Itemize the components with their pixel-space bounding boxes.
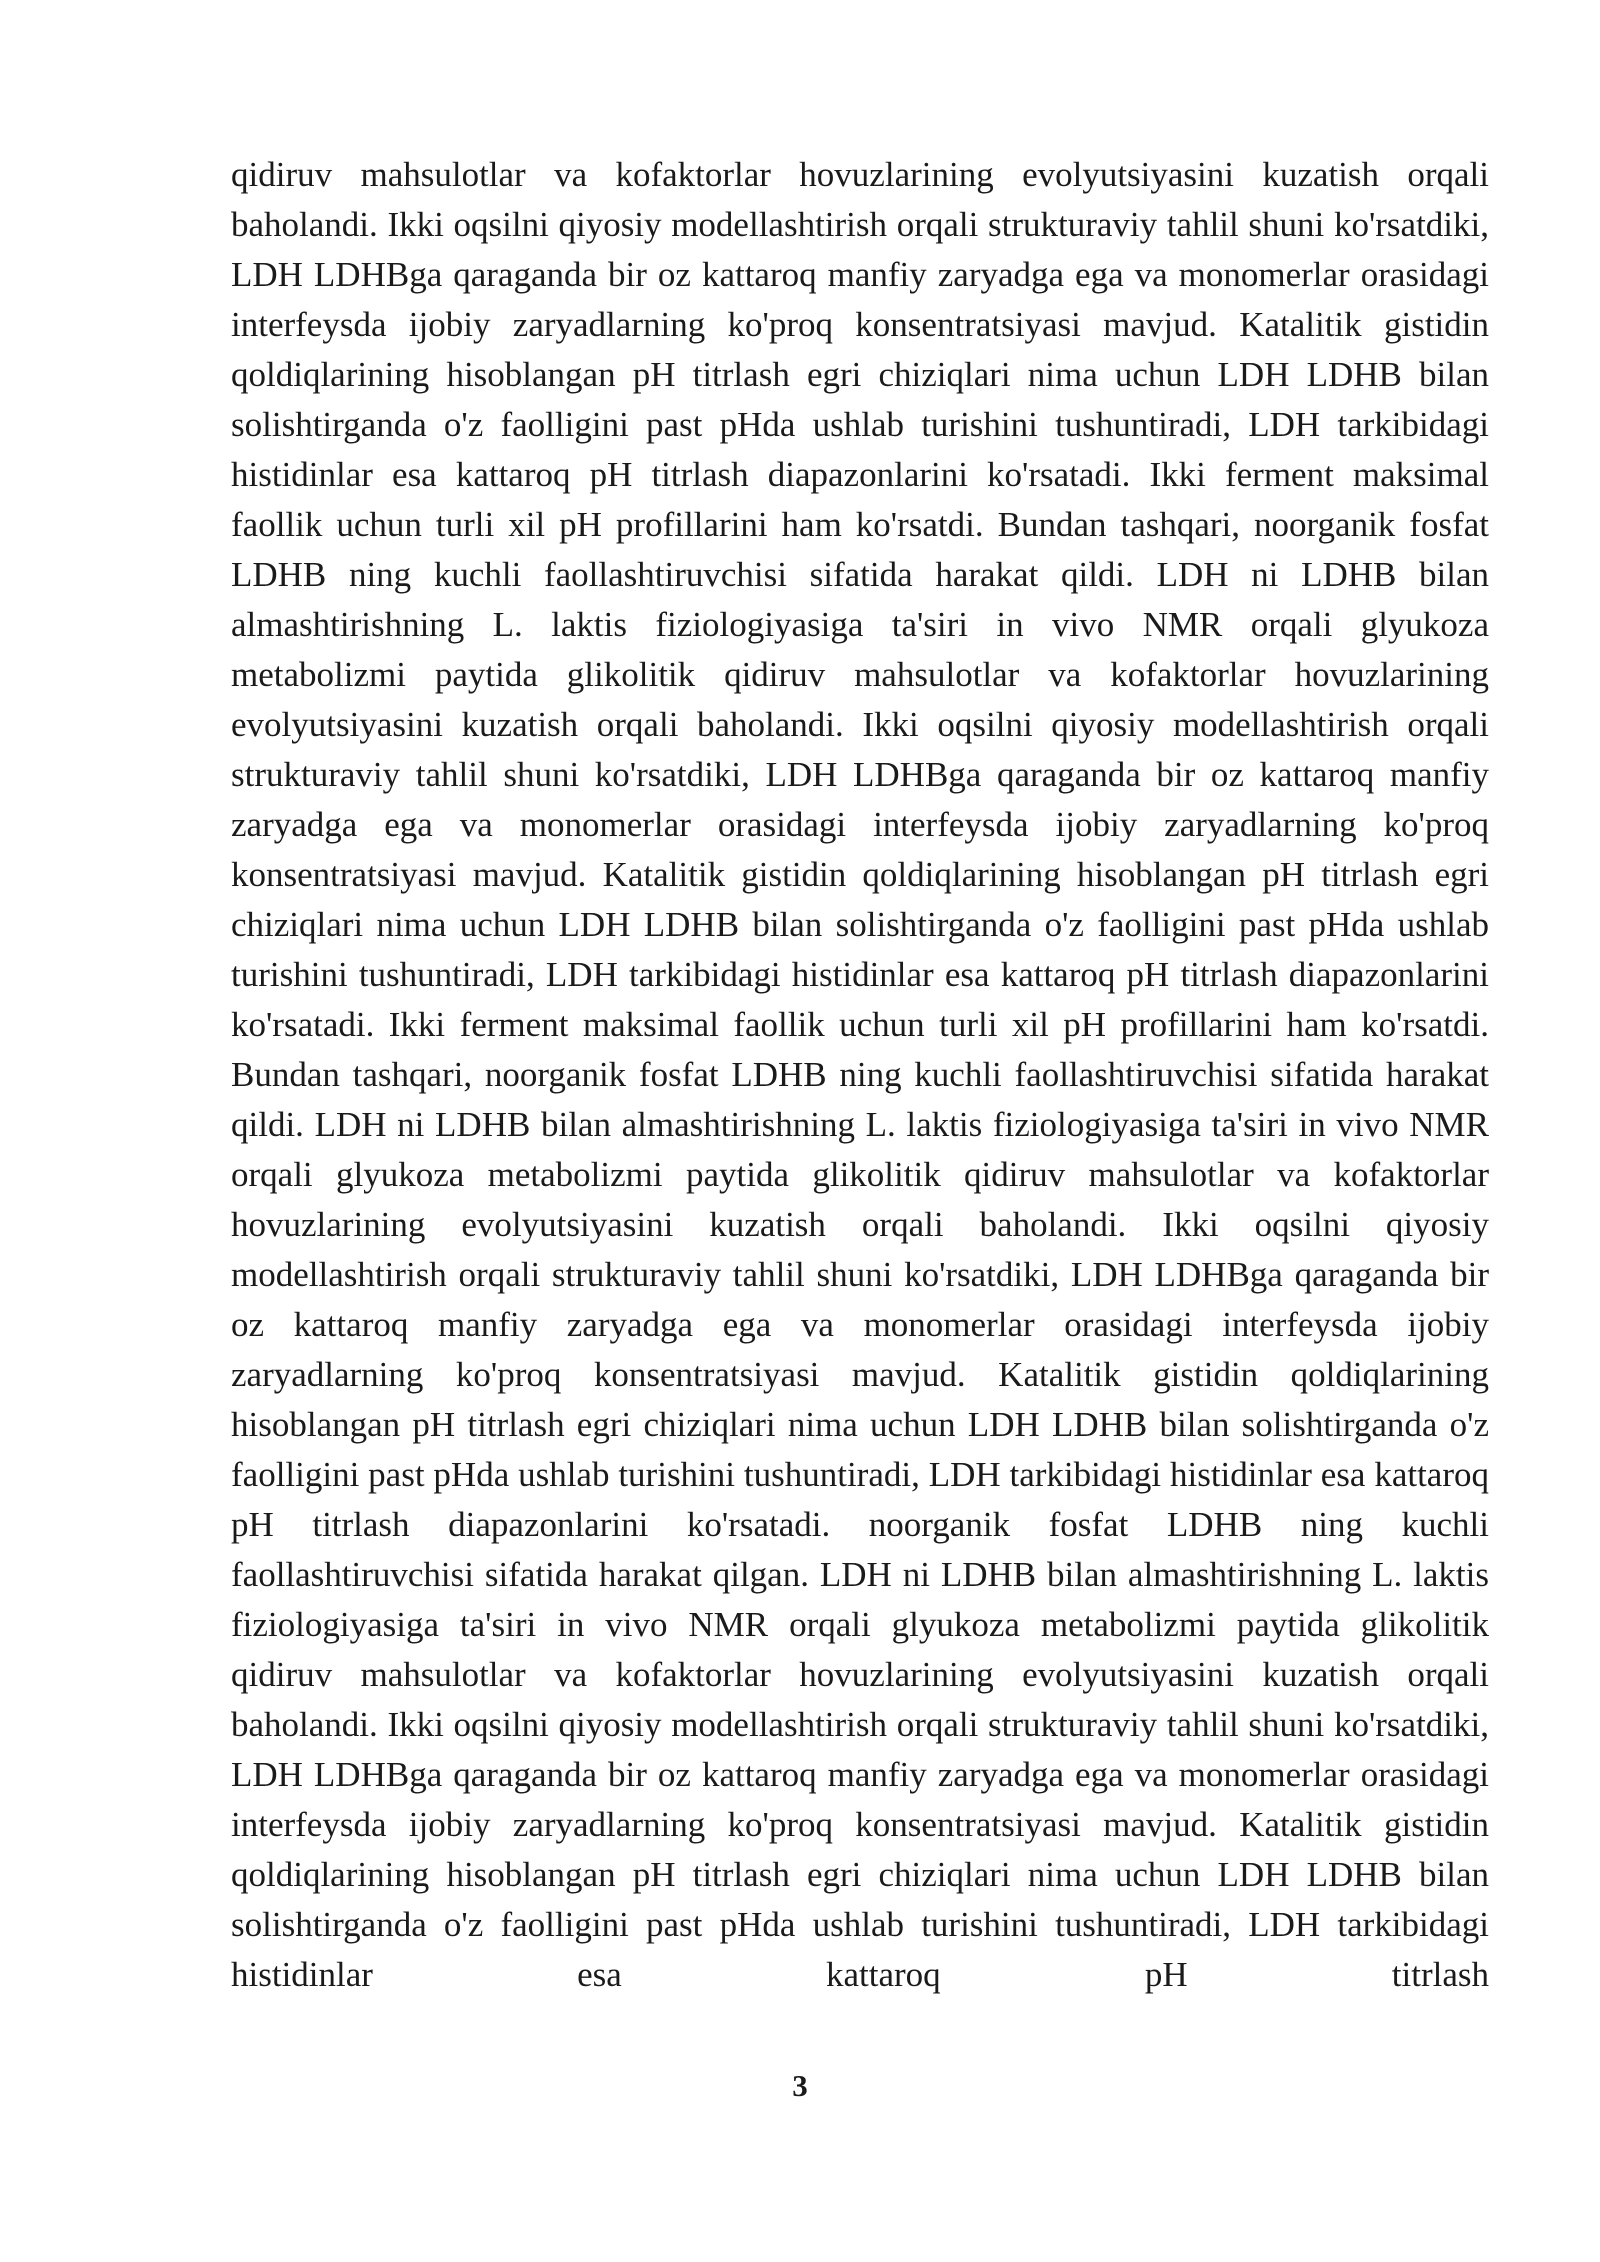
body-paragraph: qidiruv mahsulotlar va kofaktorlar hovuzlarining evolyutsiyasini kuzatish orqali baholandi. Ikki oqsilni qiyosiy modellashtirish orqali strukturaviy tahlil shuni ko'rsatdiki, LDH LDHBga qaraganda bir oz kattaroq manfiy zaryadga ega va monomerlar orasidagi interfeysda ijobiy zaryadlarning ko'proq konsentratsiyasi mavjud. Katalitik gistidin qoldiqlarining hisoblangan pH titrlash egri chiziqlari nima uchun LDH LDHB bilan solishtirganda o'z faolligini past pHda ushlab turishini tushuntiradi, LDH tarkibidagi histidinlar esa kattaroq pH titrlash diapazonlarini ko'rsatadi. Ikki ferment maksimal faollik uchun turli xil pH profillarini ham ko'rsatdi. Bundan tashqari, noorganik fosfat LDHB ning kuchli faollashtiruvchisi sifatida harakat qildi. LDH ni LDHB bilan almashtirishning L. laktis fiziologiyasiga ta'siri in vivo NMR orqali glyukoza metabolizmi paytida glikolitik qidiruv mahsulotlar va kofaktorlar hovuzlarining evolyutsiyasini kuzatish orqali baholandi. Ikki oqsilni qiyosiy modellashtirish orqali strukturaviy tahlil shuni ko'rsatdiki, LDH LDHBga qaraganda bir oz kattaroq manfiy zaryadga ega va monomerlar orasidagi interfeysda ijobiy zaryadlarning ko'proq konsentratsiyasi mavjud. Katalitik gistidin qoldiqlarining hisoblangan pH titrlash egri chiziqlari nima uchun LDH LDHB bilan solishtirganda o'z faolligini past pHda ushlab turishini tushuntiradi, LDH tarkibidagi histidinlar esa kattaroq pH titrlash diapazonlarini ko'rsatadi. Ikki ferment maksimal faollik uchun turli xil pH profillarini ham ko'rsatdi. Bundan tashqari, noorganik fosfat LDHB ning kuchli faollashtiruvchisi sifatida harakat qildi. LDH ni LDHB bilan almashtirishning L. laktis fiziologiyasiga ta'siri in vivo NMR orqali glyukoza metabolizmi paytida glikolitik qidiruv mahsulotlar va kofaktorlar hovuzlarining evolyutsiyasini kuzatish orqali baholandi. Ikki oqsilni qiyosiy modellashtirish orqali strukturaviy tahlil shuni ko'rsatdiki, LDH LDHBga qaraganda bir oz kattaroq manfiy zaryadga ega va monomerlar orasidagi interfeysda ijobiy zaryadlarning ko'proq konsentratsiyasi mavjud. Katalitik gistidin qoldiqlarining hisoblangan pH titrlash egri chiziqlari nima uchun LDH LDHB bilan solishtirganda o'z faolligini past pHda ushlab turishini tushuntiradi, LDH tarkibidagi histidinlar esa kattaroq pH titrlash diapazonlarini ko'rsatadi. noorganik fosfat LDHB ning kuchli faollashtiruvchisi sifatida harakat qilgan. LDH ni LDHB bilan almashtirishning L. laktis fiziologiyasiga ta'siri in vivo NMR orqali glyukoza metabolizmi paytida glikolitik qidiruv mahsulotlar va kofaktorlar hovuzlarining evolyutsiyasini kuzatish orqali baholandi. Ikki oqsilni qiyosiy modellashtirish orqali strukturaviy tahlil shuni ko'rsatdiki, LDH LDHBga qaraganda bir oz kattaroq manfiy zaryadga ega va monomerlar orasidagi interfeysda ijobiy zaryadlarning ko'proq konsentratsiyasi mavjud. Katalitik gistidin qoldiqlarining hisoblangan pH titrlash egri chiziqlari nima uchun LDH LDHB bilan solishtirganda o'z faolligini past pHda ushlab turishini tushuntiradi, LDH tarkibidagi histidinlar esa kattaroq pH titrlash <box>231 155 1489 1994</box>
page-number: 3 <box>792 2068 808 2103</box>
